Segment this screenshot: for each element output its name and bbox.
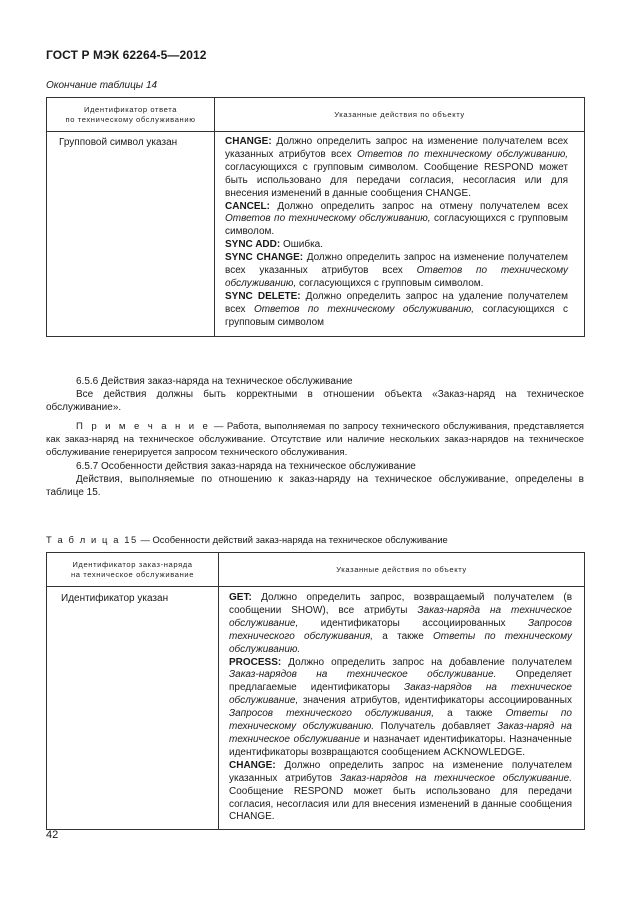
document-header: ГОСТ Р МЭК 62264-5—2012 [46, 48, 207, 62]
action-text: Должно определить запрос на удаление получателем всех [225, 290, 568, 315]
table-15 [46, 552, 585, 830]
section-657-text: Действия, выполняемые по отношению к заказ-наряду на техническое обслуживание, определены в таблице 15. [46, 474, 584, 498]
action-process [229, 657, 572, 760]
note-text: — Работа, выполняемая по запросу технического обслуживания, представляется как заказ-наряд на техническое обслуживание. Отсутствие или наличие нескольких заказ-нарядов на техническое обслуживание генерируется запросом технического обслуживания. [46, 421, 584, 458]
action-text: идентификаторы ассоциированных [298, 617, 528, 629]
action-text-italic: Ответов по техническому обслуживанию, [356, 148, 568, 160]
action-text: Должно определить запрос на изменение получателем указанных атрибутов [229, 759, 572, 784]
table-row [47, 587, 585, 830]
action-text: согласующихся с групповым символом. [296, 277, 484, 289]
action-text: Сообщение RESPOND может быть использовано для передачи согласия, несогласия или для внесения изменений в данные сообщения CHANGE. [229, 785, 572, 823]
action-sync-delete [225, 291, 568, 330]
table15-caption-text: — Особенности действий заказ-наряда на техническое обслуживание [137, 534, 448, 545]
table-row [47, 132, 585, 337]
action-text-italic: Ответов по техническому обслуживанию, [225, 213, 431, 225]
action-text-italic: Заказ-нарядов на техническое обслуживание. [339, 772, 572, 784]
action-text: а также [373, 630, 434, 642]
table15-row1-identifier: Идентификатор указан [47, 587, 219, 830]
action-text: согласующихся с групповым символом [225, 303, 568, 328]
table14-col1-header-line2: по техническому обслуживанию [65, 114, 196, 124]
action-text-italic: Ответов по техническому обслуживанию, [225, 265, 568, 289]
action-text: Определяет предлагаемые идентификаторы [229, 669, 573, 694]
action-text: Ошибка. [280, 239, 324, 251]
table14-header-row [47, 98, 585, 132]
page-number: 42 [46, 829, 59, 841]
action-text-italic: Заказ-наряд на техническое обслуживание [229, 721, 572, 745]
action-get [229, 592, 572, 657]
action-label: SYNC DELETE: [225, 290, 301, 302]
action-text: Должно определить запрос на отмену получателем всех [270, 200, 568, 212]
action-text: значения атрибутов, идентификаторы ассоциированных [298, 695, 572, 707]
table15-caption [46, 534, 448, 545]
action-label: CANCEL: [225, 200, 270, 212]
body-text-block [46, 375, 584, 499]
table15-col1-header-line2: на техническое обслуживание [70, 569, 195, 579]
note-label: П р и м е ч а н и е [76, 421, 211, 432]
action-text: и назначает идентификаторы. Назначенные идентификаторы возвращаются сообщением ACKNOWLEDGE. [229, 733, 572, 758]
action-change [225, 136, 568, 201]
action-label: SYNC CHANGE: [225, 252, 304, 264]
table14-col1-header-line1: Идентификатор ответа [83, 104, 178, 114]
table-14 [46, 97, 585, 337]
action-text-italic: Заказ-нарядов на техническое обслуживание, [229, 682, 572, 707]
table14-col1-header [47, 98, 215, 132]
action-text-italic: Заказ-наряда на техническое обслуживание, [229, 604, 572, 629]
table15-col2-header: Указанные действия по объекту [219, 553, 585, 587]
action-cancel [225, 201, 568, 240]
section-656-note [46, 420, 584, 459]
action-text-italic: Запросов технического обслуживания, [229, 617, 572, 642]
action-text-italic: Ответы по техническому обслуживанию. [229, 708, 572, 733]
action-text: Должно определить запрос, возвращаемый получателем (в сообщении SHOW), все атрибуты [229, 592, 572, 616]
table15-caption-label: Т а б л и ц а 15 [46, 534, 138, 545]
action-text-italic: Заказ-нарядов на техническое обслуживание. [229, 669, 497, 681]
action-label: CHANGE: [225, 136, 272, 147]
action-text: Должно определить запрос на изменение получателем всех указанных атрибутов всех [225, 252, 569, 277]
action-text: согласующихся с групповым символом. Сообщение RESPOND может быть использовано для передачи согласия, несогласия или для внесения изменений в данные сообщения CHANGE. [225, 161, 568, 199]
action-text: Должно определить запрос на изменение получателем всех указанных атрибутов всех [225, 136, 568, 160]
action-text-italic: Ответы по техническому обслуживанию. [229, 630, 572, 655]
action-change [229, 760, 572, 825]
table15-header-row [47, 553, 585, 587]
action-sync-add [225, 239, 568, 252]
action-label: CHANGE: [229, 759, 276, 771]
action-label: GET: [229, 592, 252, 603]
action-label: PROCESS: [229, 656, 282, 668]
action-text: согласующихся с групповым символом. [225, 213, 568, 238]
table14-row1-identifier: Групповой символ указан [47, 132, 215, 337]
section-656-heading: 6.5.6 Действия заказ-наряда на техническое обслуживание [76, 376, 353, 387]
table14-caption: Окончание таблицы 14 [46, 80, 158, 91]
action-text-italic: Запросов технического обслуживания, [229, 708, 435, 720]
section-656-text: Все действия должны быть корректными в отношении объекта «Заказ-наряд на техническое обслуживание». [46, 389, 584, 413]
action-sync-change [225, 252, 568, 291]
section-657-heading: 6.5.7 Особенности действия заказ-наряда на техническое обслуживание [76, 461, 416, 472]
action-text: Должно определить запрос на добавление получателем [281, 656, 572, 668]
action-text-italic: Ответов по техническому обслуживанию, [253, 303, 475, 315]
table14-col2-header: Указанные действия по объекту [215, 98, 585, 132]
action-text: Получатель добавляет [374, 721, 498, 733]
action-text: а также [434, 708, 506, 720]
action-label: SYNC ADD: [225, 239, 281, 251]
table14-row1-actions [215, 132, 585, 337]
table15-row1-actions [219, 587, 585, 830]
table15-col1-header [47, 553, 219, 587]
table15-col1-header-line1: Идентификатор заказ-наряда [72, 559, 193, 569]
